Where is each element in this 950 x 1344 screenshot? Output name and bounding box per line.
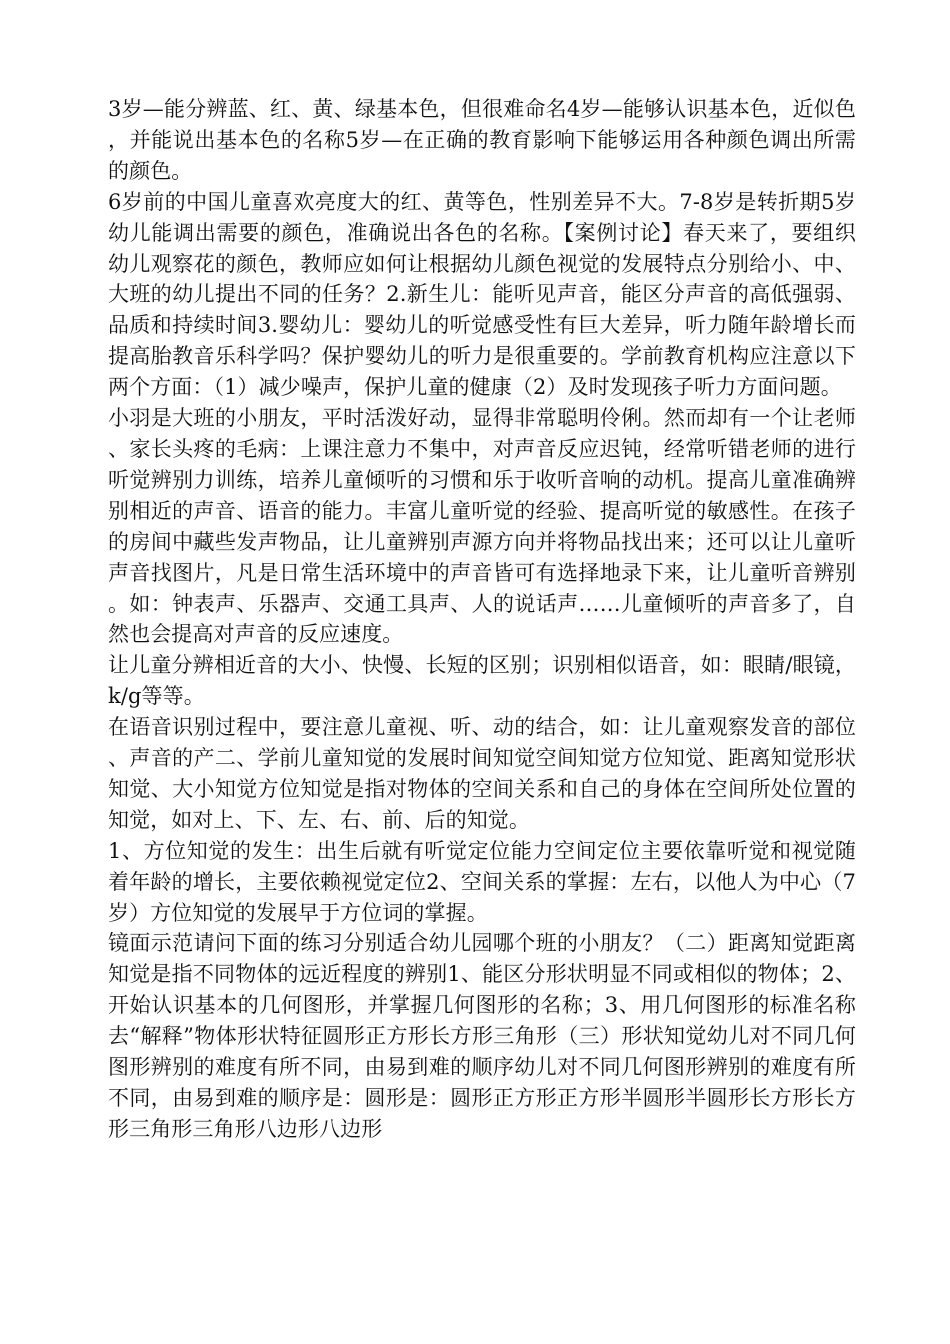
paragraph-speech-recognition: 在语音识别过程中，要注意儿童视、听、动的结合，如：让儿童观察发音的部位、声音的产二、学前儿童知觉的发展时间知觉空间知觉方位知觉、距离知觉形状知觉、大小知觉方位知觉是指对物体的空间关系和自己的身体在空间所处位置的知觉，如对上、下、左、右、前、后的知觉。 — [108, 715, 856, 832]
paragraph-case-xiaoyu: 小羽是大班的小朋友，平时活泼好动，显得非常聪明伶俐。然而却有一个让老师、家长头疼的毛病：上课注意力不集中，对声音反应迟钝，经常听错老师的进行听觉辨别力训练，培养儿童倾听的习惯和乐于收听音响的动机。提高儿童准确辨别相近的声音、语音的能力。丰富儿童听觉的经验、提高听觉的敏感性。在孩子的房间中藏些发声物品，让儿童辨别声源方向并将物品找出来；还可以让儿童听声音找图片，凡是日常生活环境中的声音皆可有选择地录下来，让儿童听音辨别。如：钟表声、乐器声、交通工具声、人的说话声……儿童倾听的声音多了，自然也会提高对声音的反应速度。 — [108, 406, 856, 647]
paragraph-similar-sounds: 让儿童分辨相近音的大小、快慢、长短的区别；识别相似语音，如：眼睛/眼镜，k/g等等。 — [108, 653, 856, 709]
paragraph-orientation-perception: 1、方位知觉的发生：出生后就有听觉定位能力空间定位主要依靠听觉和视觉随着年龄的增长，主要依赖视觉定位2、空间关系的掌握：左右，以他人为中心（7岁）方位知觉的发展早于方位词的掌握。 — [108, 838, 856, 925]
paragraph-color-preference-hearing: 6岁前的中国儿童喜欢亮度大的红、黄等色，性别差异不大。7-8岁是转折期5岁幼儿能调出需要的颜色，准确说出各色的名称。【案例讨论】春天来了，要组织幼儿观察花的颜色，教师应如何让根据幼儿颜色视觉的发展特点分别给小、中、大班的幼儿提出不同的任务？2.新生儿：能听见声音，能区分声音的高低强弱、品质和持续时间3.婴幼儿：婴幼儿的听觉感受性有巨大差异，听力随年龄增长而提高胎教音乐科学吗？保护婴幼儿的听力是很重要的。学前教育机构应注意以下两个方面：（1）减少噪声，保护儿童的健康（2）及时发现孩子听力方面问题。 — [108, 189, 856, 400]
paragraph-color-vision-ages: 3岁—能分辨蓝、红、黄、绿基本色，但很难命名4岁—能够认识基本色，近似色，并能说出基本色的名称5岁—在正确的教育影响下能够运用各种颜色调出所需的颜色。 — [108, 97, 856, 183]
document-body — [108, 94, 856, 1145]
paragraph-distance-shape-perception: 镜面示范请问下面的练习分别适合幼儿园哪个班的小朋友？（二）距离知觉距离知觉是指不同物体的远近程度的辨别1、能区分形状明显不同或相似的物体；2、开始认识基本的几何图形，并掌握几何图形的名称；3、用几何图形的标准名称去“解释”物体形状特征圆形正方形长方形三角形（三）形状知觉幼儿对不同几何图形辨别的难度有所不同，由易到难的顺序幼儿对不同几何图形辨别的难度有所不同，由易到难的顺序是：圆形是：圆形正方形正方形半圆形半圆形长方形长方形三角形三角形八边形八边形 — [108, 931, 856, 1141]
